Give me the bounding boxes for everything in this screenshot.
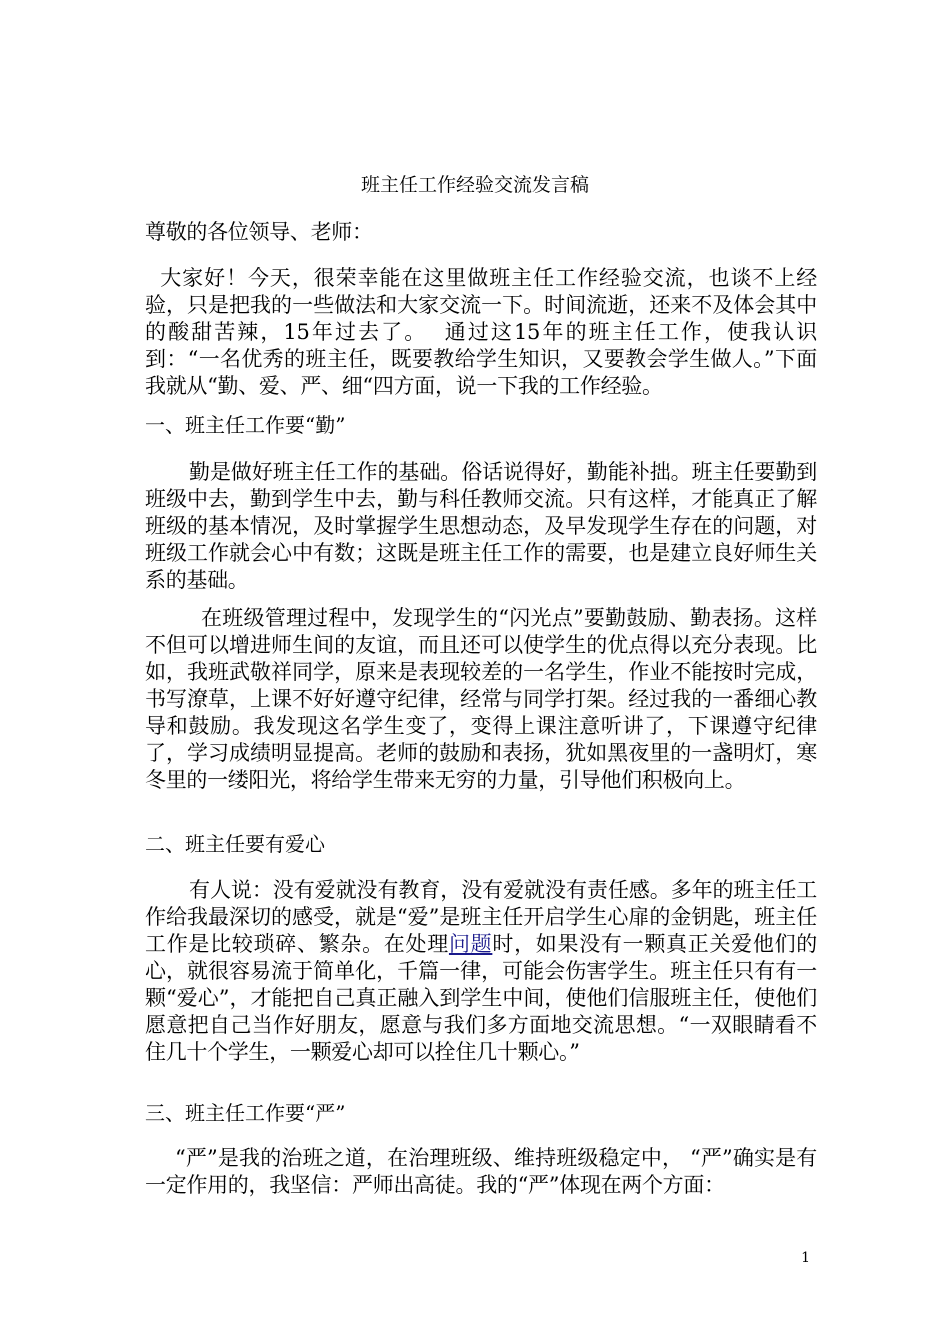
intro-paragraph: 大家好！今天，很荣幸能在这里做班主任工作经验交流，也谈不上经验，只是把我的一些做法和大家交流一下。时间流逝，还来不及体会其中的酸甜苦辣，15年过去了。 通过这15年的班主任工作，使我认识到：“一名优秀的班主任，既要教给学生知识，又要教会学生做人。”下面我就从“勤、爱、严、细“四方面，说一下我的工作经验。 (145, 266, 817, 398)
section-2-text-after-link: 时，如果没有一颗真正关爱他们的心，就很容易流于简单化，千篇一律，可能会伤害学生。班主任只有有一颗“爱心”，才能把自己真正融入到学生中间，使他们信服班主任，使他们愿意把自己当作好朋友，愿意与我们多方面地交流思想。“一双眼睛看不住几十个学生，一颗爱心却可以拴住几十颗心。” (145, 932, 817, 1064)
section-1-paragraph-2: 在班级管理过程中，发现学生的“闪光点”要勤鼓励、勤表扬。这样不但可以增进师生间的友谊，而且还可以使学生的优点得以充分表现。比如，我班武敬祥同学，原来是表现较差的一名学生，作业不能按时完成，书写潦草，上课不好好遵守纪律，经常与同学打架。经过我的一番细心教导和鼓励。我发现这名学生变了，变得上课注意听讲了，下课遵守纪律了，学习成绩明显提高。老师的鼓励和表扬，犹如黑夜里的一盏明灯，寒冬里的一缕阳光，将给学生带来无穷的力量，引导他们积极向上。 (145, 606, 817, 792)
section-2-paragraph (145, 877, 817, 1066)
problem-link[interactable]: 问题 (448, 932, 493, 956)
section-2-heading: 二、班主任要有爱心 (145, 832, 325, 856)
salutation: 尊敬的各位领导、老师： (145, 220, 373, 244)
page-number: 1 (801, 1250, 810, 1266)
section-2-text-before-link: 有人说：没有爱就没有教育，没有爱就没有责任感。多年的班主任工作给我最深切的感受，就是“爱”是班主任开启学生心扉的金钥匙，班主任工作是比较琐碎、繁杂。在处理 (145, 878, 817, 956)
section-3-heading: 三、班主任工作要“严” (145, 1101, 346, 1125)
document-title: 班主任工作经验交流发言稿 (360, 174, 589, 196)
section-1-paragraph-1: 勤是做好班主任工作的基础。俗话说得好，勤能补拙。班主任要勤到班级中去，勤到学生中去，勤与科任教师交流。只有这样，才能真正了解班级的基本情况，及时掌握学生思想动态，及早发现学生存在的问题，对班级工作就会心中有数；这既是班主任工作的需要，也是建立良好师生关系的基础。 (145, 460, 817, 592)
section-3-paragraph-1: “严”是我的治班之道，在治理班级、维持班级稳定中， “严”确实是有一定作用的，我坚信：严师出高徒。我的“严”体现在两个方面： (145, 1146, 817, 1197)
section-1-heading: 一、班主任工作要“勤” (145, 413, 346, 437)
